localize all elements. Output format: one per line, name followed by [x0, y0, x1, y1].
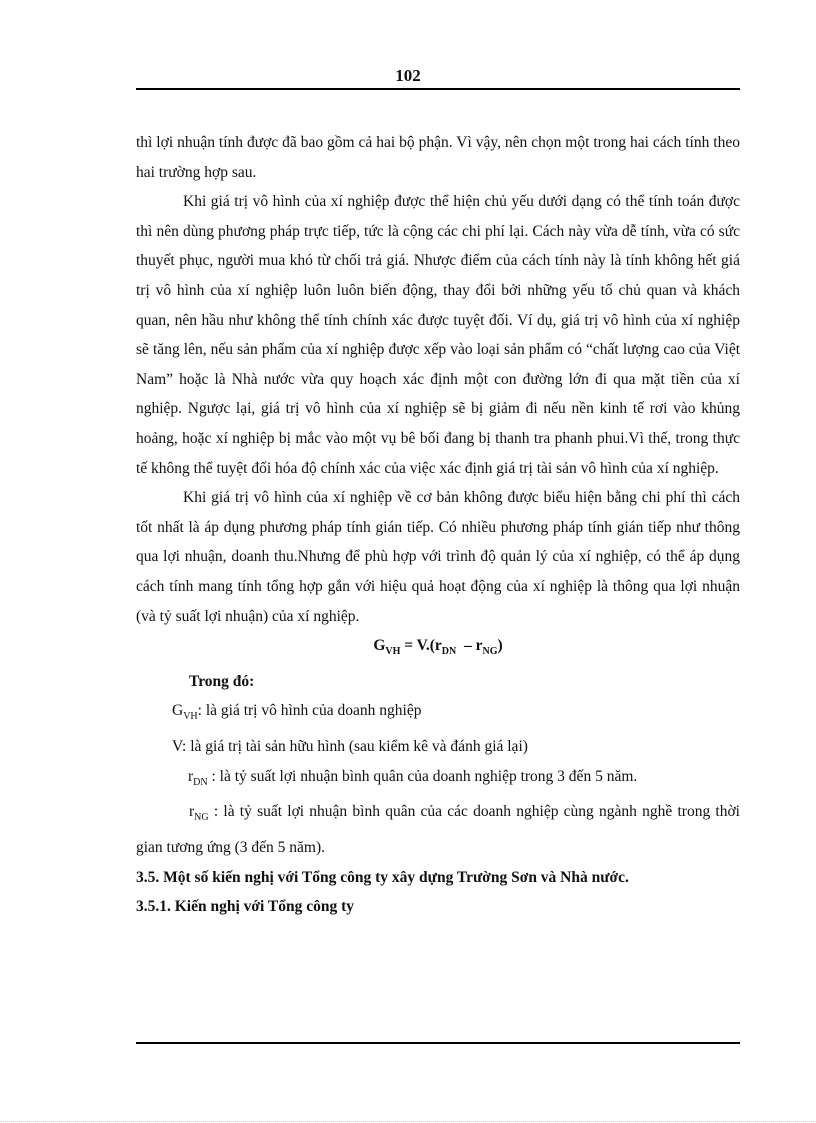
formula-g: G — [373, 637, 386, 655]
def-symbol: r — [188, 767, 194, 785]
formula-g-sub: VH — [385, 646, 401, 658]
definition-gvh — [136, 696, 740, 732]
formula-mid: = V.(r — [400, 637, 442, 655]
def-text: : là giá trị vô hình của doanh nghiệp — [197, 702, 422, 720]
definition-v — [136, 732, 740, 762]
formula-minus: – r — [456, 637, 483, 655]
def-subscript: DN — [193, 776, 208, 788]
def-subscript: VH — [183, 711, 198, 723]
formula — [136, 631, 740, 667]
header-rule — [136, 88, 740, 90]
def-text: : là tỷ suất lợi nhuận bình quân của doanh nghiệp trong 3 đến 5 năm. — [207, 767, 638, 785]
body-text — [136, 128, 740, 922]
page-edge-dotted-line — [0, 1121, 816, 1122]
section-heading-3-5: 3.5. Một số kiến nghị với Tổng công ty xây dựng Trường Sơn và Nhà nước. — [136, 868, 629, 886]
definition-rng — [136, 797, 740, 862]
section-heading-3-5-1: 3.5.1. Kiến nghị với Tổng công ty — [136, 898, 355, 916]
def-symbol: r — [189, 803, 195, 821]
def-symbol: V — [172, 738, 183, 756]
formula-r1-sub: DN — [441, 646, 457, 658]
formula-close: ) — [497, 637, 503, 655]
formula-r2-sub: NG — [482, 646, 498, 658]
paragraph-continued: thì lợi nhuận tính được đã bao gồm cả hai bộ phận. Vì vậy, nên chọn một trong hai cách tính theo hai trường hợp sau. — [136, 134, 740, 181]
def-text: : là giá trị tài sản hữu hình (sau kiểm kê và đánh giá lại) — [182, 738, 528, 756]
def-text: : là tỷ suất lợi nhuận bình quân của các doanh nghiệp cùng ngành nghề trong thời gian tương ứng (3 đến 5 năm). — [136, 803, 740, 857]
def-symbol: G — [172, 702, 184, 720]
paragraph-direct-method: Khi giá trị vô hình của xí nghiệp được thể hiện chủ yếu dưới dạng có thể tính toán được thì nên dùng phương pháp trực tiếp, tức là cộng các chi phí lại. Cách này vừa dễ tính, vừa có sức thuyết phục, người mua khó từ chối trả giá. Nhược điểm của cách tính này là tính không hết giá trị vô hình của xí nghiệp luôn luôn biến động, thay đổi bởi những yếu tố chủ quan và khách quan, nên hầu như không thể tính chính xác được tuyệt đối. Ví dụ, giá trị vô hình của xí nghiệp sẽ tăng lên, nếu sản phẩm của xí nghiệp được xếp vào loại sản phẩm có “chất lượng cao của Việt Nam” hoặc là Nhà nước vừa quy hoạch xác định một con đường lớn đi qua mặt tiền của xí nghiệp. Ngược lại, giá trị vô hình của xí nghiệp sẽ bị giảm đi nếu nền kinh tế rơi vào khủng hoảng, hoặc xí nghiệp bị mắc vào một vụ bê bối đang bị thanh tra phanh phui.Vì thế, trong thực tế không thể tuyệt đối hóa độ chính xác của việc xác định giá trị tài sản vô hình của xí nghiệp. — [136, 193, 740, 477]
definition-rdn — [136, 762, 740, 798]
def-subscript: NG — [194, 812, 209, 824]
where-label: Trong đó: — [189, 672, 255, 690]
page-number: 102 — [395, 66, 421, 85]
footer-rule — [136, 1042, 740, 1044]
paragraph-indirect-method: Khi giá trị vô hình của xí nghiệp về cơ bản không được biểu hiện bằng chi phí thì cách tốt nhất là áp dụng phương pháp tính gián tiếp. Có nhiều phương pháp tính gián tiếp như thông qua lợi nhuận, doanh thu.Nhưng để phù hợp với trình độ quản lý của xí nghiệp, có thể áp dụng cách tính mang tính tổng hợp gắn với hiệu quả hoạt động của xí nghiệp là thông qua lợi nhuận (và tỷ suất lợi nhuận) của xí nghiệp. — [136, 489, 740, 625]
